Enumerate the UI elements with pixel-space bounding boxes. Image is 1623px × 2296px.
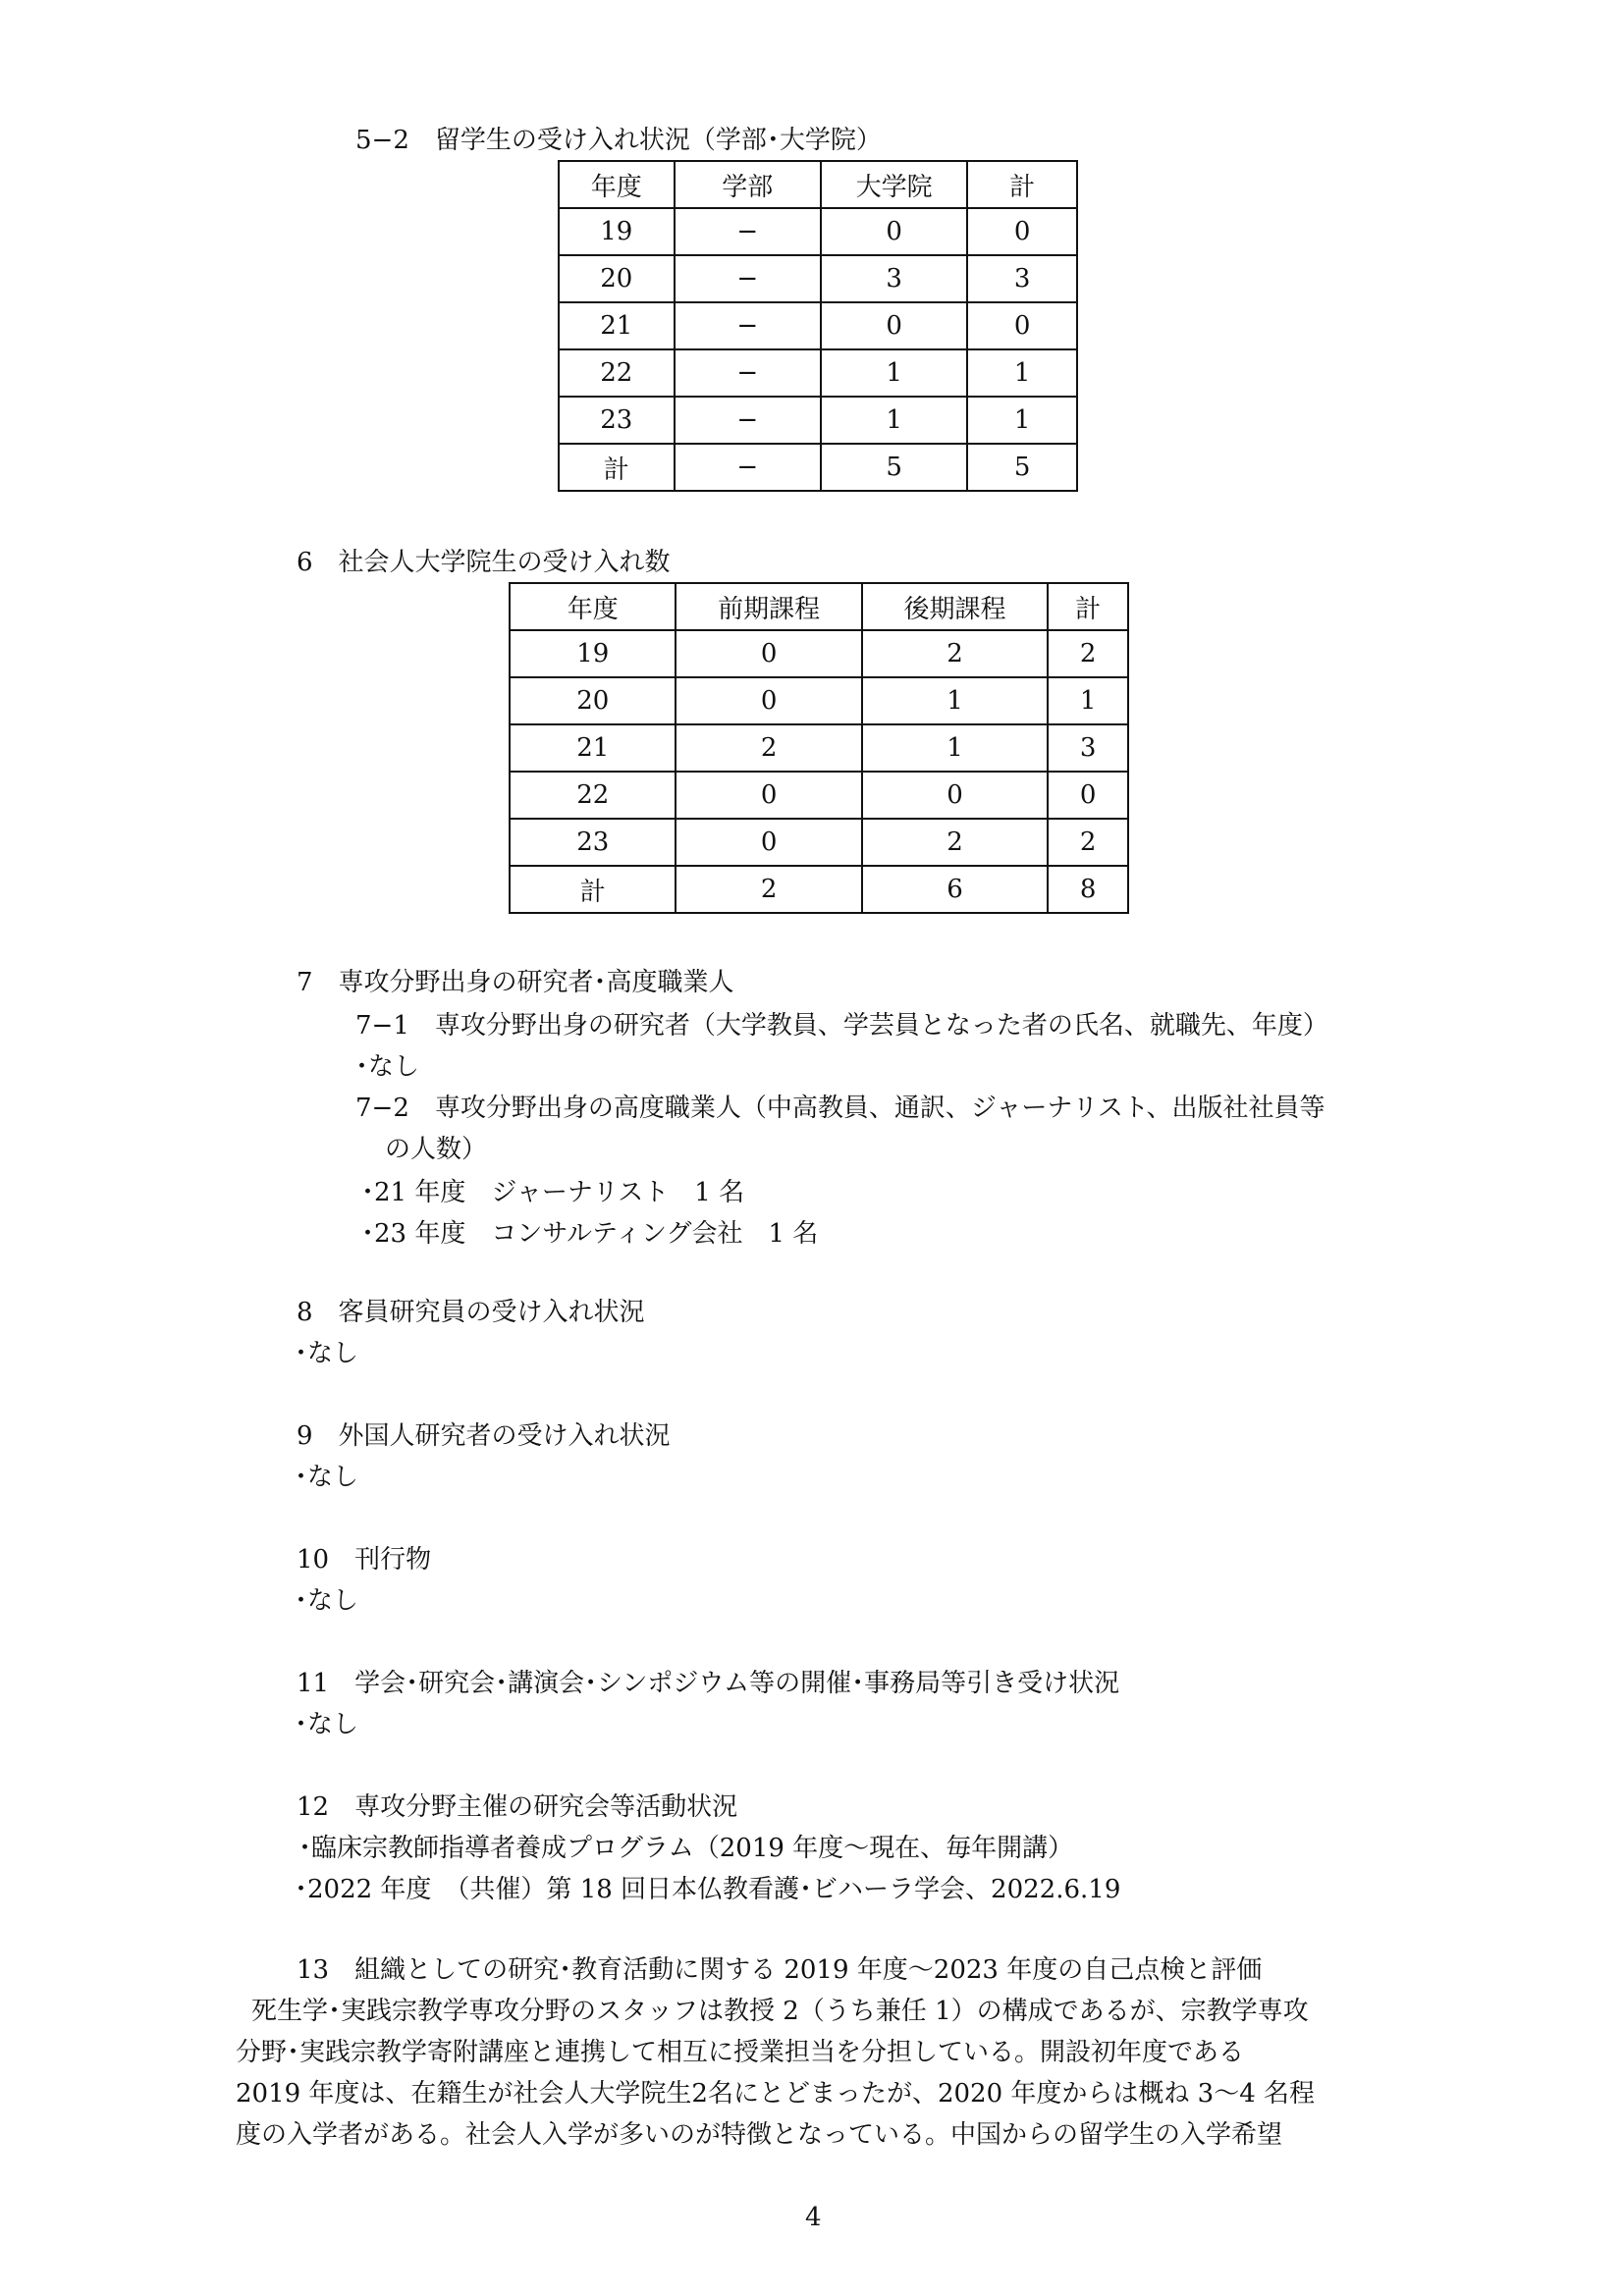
table-cell: − — [675, 349, 821, 397]
table-cell: 0 — [676, 772, 861, 819]
list-item: ･2022 年度 （共催）第 18 回日本仏教看護･ビハーラ学会、2022.6.19 — [295, 1875, 1121, 1904]
section-10-heading: 10 刊行物 — [297, 1545, 432, 1575]
table-cell: 20 — [559, 255, 675, 302]
table-cell: 0 — [676, 819, 861, 866]
table-cell: 5 — [821, 444, 967, 491]
table-cell: 3 — [1048, 724, 1128, 772]
header-cell: 計 — [967, 161, 1077, 208]
table-cell: 1 — [967, 349, 1077, 397]
table-row — [559, 349, 1077, 397]
section-13-heading: 13 組織としての研究･教育活動に関する 2019 年度～2023 年度の自己点検と評価 — [297, 1955, 1263, 1985]
table-cell: 21 — [510, 724, 676, 772]
table-cell: 22 — [559, 349, 675, 397]
header-cell: 後期課程 — [862, 583, 1048, 630]
table-cell: − — [675, 208, 821, 255]
table-cell: 2 — [862, 630, 1048, 677]
table-row — [510, 772, 1128, 819]
table-cell: 0 — [967, 208, 1077, 255]
table-cell: 1 — [821, 349, 967, 397]
table-cell: 0 — [821, 302, 967, 349]
header-cell: 学部 — [675, 161, 821, 208]
table-header-row — [510, 583, 1128, 630]
table-cell: 計 — [559, 444, 675, 491]
header-cell: 前期課程 — [676, 583, 861, 630]
list-item: ･なし — [295, 1339, 359, 1368]
table-cell: 2 — [1048, 819, 1128, 866]
table-cell: 2 — [862, 819, 1048, 866]
table-cell: 2 — [1048, 630, 1128, 677]
table-cell: 2 — [676, 866, 861, 913]
table-cell: 1 — [862, 677, 1048, 724]
section-7-2-heading: 7−2 専攻分野出身の高度職業人（中高教員、通訳、ジャーナリスト、出版社社員等 — [355, 1094, 1325, 1123]
table-cell: 20 — [510, 677, 676, 724]
paragraph-line: 2019 年度は、在籍生が社会人大学院生2名にとどまったが、2020 年度からは概ね 3～4 名程 — [236, 2079, 1316, 2109]
header-cell: 大学院 — [821, 161, 967, 208]
list-item: ･なし — [295, 1710, 359, 1739]
header-cell: 年度 — [559, 161, 675, 208]
table-cell: − — [675, 444, 821, 491]
section-6-heading: 6 社会人大学院生の受け入れ数 — [297, 548, 671, 577]
foreign-students-table — [558, 160, 1078, 492]
table-cell: 0 — [821, 208, 967, 255]
table-cell: 1 — [821, 397, 967, 444]
table-cell: − — [675, 255, 821, 302]
section-5-2-heading: 5−2 留学生の受け入れ状況（学部･大学院） — [355, 126, 882, 155]
section-8-heading: 8 客員研究員の受け入れ状況 — [297, 1298, 645, 1327]
table-cell: 19 — [510, 630, 676, 677]
header-cell: 年度 — [510, 583, 676, 630]
list-item: ･なし — [295, 1463, 359, 1492]
table-row — [559, 208, 1077, 255]
table-cell: 21 — [559, 302, 675, 349]
table-row — [559, 302, 1077, 349]
table-cell: 0 — [676, 630, 861, 677]
section-7-heading: 7 専攻分野出身の研究者･高度職業人 — [297, 968, 734, 997]
table-cell: 0 — [1048, 772, 1128, 819]
section-11-heading: 11 学会･研究会･講演会･シンポジウム等の開催･事務局等引き受け状況 — [297, 1669, 1120, 1698]
table-cell: 6 — [862, 866, 1048, 913]
paragraph-line: 死生学･実践宗教学専攻分野のスタッフは教授 2（うち兼任 1）の構成であるが、宗教学専攻 — [251, 1997, 1309, 2026]
table-row — [510, 677, 1128, 724]
section-12-heading: 12 専攻分野主催の研究会等活動状況 — [297, 1792, 738, 1822]
table-cell: 0 — [862, 772, 1048, 819]
table-cell: 0 — [967, 302, 1077, 349]
list-item: ･臨床宗教師指導者養成プログラム（2019 年度～現在、毎年開講） — [298, 1834, 1074, 1863]
list-item: ･21 年度 ジャーナリスト 1 名 — [361, 1178, 745, 1207]
table-cell: 3 — [967, 255, 1077, 302]
list-item: ･23 年度 コンサルティング会社 1 名 — [361, 1219, 819, 1249]
page-number: 4 — [805, 2203, 822, 2232]
table-cell: 1 — [1048, 677, 1128, 724]
table-row — [559, 397, 1077, 444]
table-cell: − — [675, 397, 821, 444]
paragraph-line: 度の入学者がある。社会人入学が多いのが特徴となっている。中国からの留学生の入学希望 — [236, 2120, 1283, 2150]
table-cell: 8 — [1048, 866, 1128, 913]
section-9-heading: 9 外国人研究者の受け入れ状況 — [297, 1421, 671, 1451]
table-header-row — [559, 161, 1077, 208]
section-7-1-heading: 7−1 専攻分野出身の研究者（大学教員、学芸員となった者の氏名、就職先、年度） — [355, 1011, 1328, 1041]
table-row — [559, 255, 1077, 302]
list-item: ･なし — [295, 1586, 359, 1616]
table-cell: − — [675, 302, 821, 349]
table-cell: 5 — [967, 444, 1077, 491]
table-cell: 2 — [676, 724, 861, 772]
table-cell: 23 — [510, 819, 676, 866]
table-row — [510, 724, 1128, 772]
table-cell: 23 — [559, 397, 675, 444]
table-cell: 計 — [510, 866, 676, 913]
table-cell: 22 — [510, 772, 676, 819]
paragraph-line: 分野･実践宗教学寄附講座と連携して相互に授業担当を分担している。開設初年度である — [236, 2038, 1245, 2067]
header-cell: 計 — [1048, 583, 1128, 630]
table-cell: 19 — [559, 208, 675, 255]
table-row — [510, 819, 1128, 866]
section-7-2-heading-cont: の人数） — [385, 1135, 488, 1164]
table-row-total — [559, 444, 1077, 491]
section-7-1-item: ･なし — [355, 1052, 420, 1082]
working-adult-students-table — [509, 582, 1129, 914]
table-cell: 0 — [676, 677, 861, 724]
table-cell: 1 — [967, 397, 1077, 444]
table-cell: 3 — [821, 255, 967, 302]
table-cell: 1 — [862, 724, 1048, 772]
table-row — [510, 630, 1128, 677]
table-row-total — [510, 866, 1128, 913]
